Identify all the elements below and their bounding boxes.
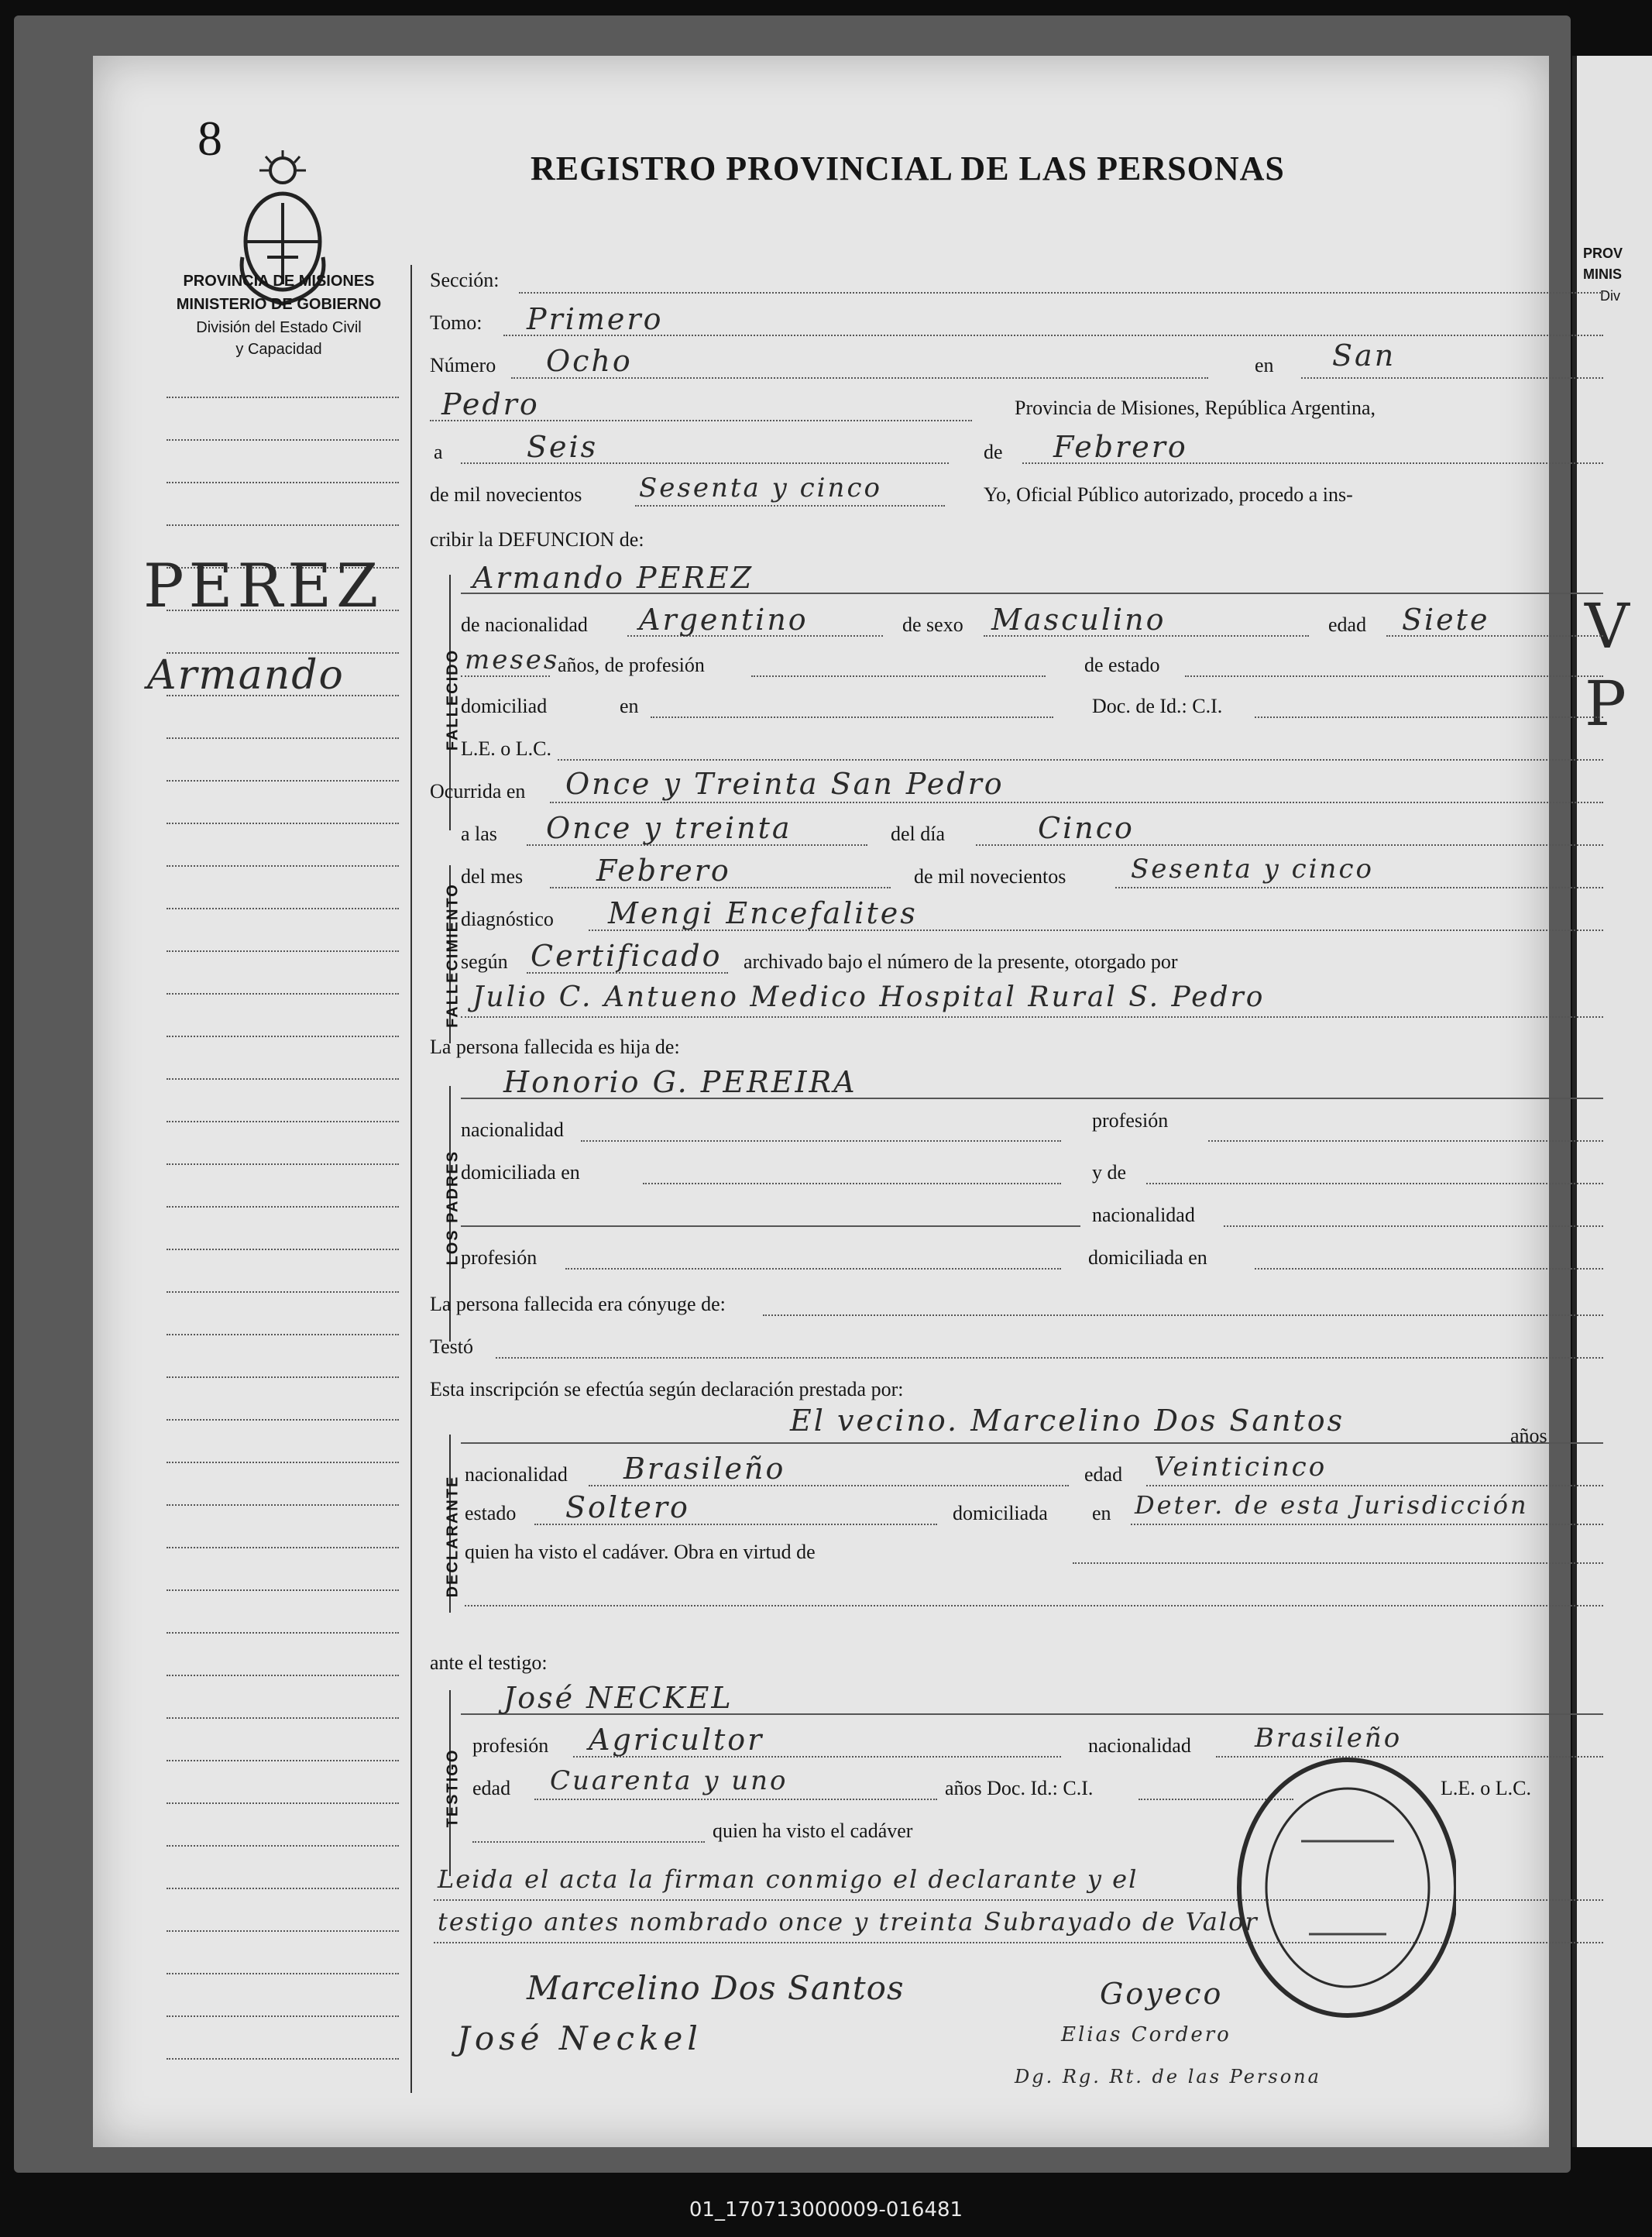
margin-rule xyxy=(167,1547,399,1548)
label-anos-doc: años Doc. Id.: C.I. xyxy=(945,1777,1094,1799)
margin-rule xyxy=(167,1973,399,1974)
margin-rule xyxy=(167,2058,399,2060)
next-page-letter-v: V xyxy=(1585,590,1632,662)
label-visto: quien ha visto el cadáver xyxy=(713,1819,913,1842)
label-inscripcion: Esta inscripción se efectúa según declaración prestada por: xyxy=(430,1378,904,1400)
side-label-testigo: TESTIGO xyxy=(444,1748,462,1828)
adjacent-page xyxy=(1572,56,1652,2147)
margin-rule xyxy=(167,1291,399,1293)
page-title: REGISTRO PROVINCIAL DE LAS PERSONAS xyxy=(531,149,1285,187)
entry-decl-edad: Veinticinco xyxy=(1154,1452,1327,1483)
label-de-mil-nov: de mil novecientos xyxy=(914,865,1066,888)
label-del-dia: del día xyxy=(891,823,946,845)
label-domiciliada-declarante: domiciliada xyxy=(953,1502,1048,1524)
register-page xyxy=(93,56,1549,2147)
label-en: en xyxy=(1255,354,1274,376)
label-en-declarante: en xyxy=(1092,1502,1111,1524)
label-estado-declarante: estado xyxy=(465,1502,517,1524)
margin-rule xyxy=(167,950,399,952)
entry-decl-domicilio: Deter. de esta Jurisdicción xyxy=(1135,1490,1529,1520)
margin-rule xyxy=(167,1589,399,1591)
entry-sexo: Masculino xyxy=(991,603,1166,637)
margin-rule xyxy=(167,1334,399,1335)
official-name: Elias Cordero xyxy=(1061,2023,1231,2046)
entry-testigo: José NECKEL xyxy=(503,1681,733,1715)
margin-rule xyxy=(167,1249,399,1250)
next-page-org-line2: MINIS xyxy=(1583,266,1623,282)
signature-oficial: Goyeco xyxy=(1100,1977,1224,2011)
label-profesion-madre: profesión xyxy=(461,1246,538,1269)
entry-mes-fall: Febrero xyxy=(596,854,731,888)
entry-tomo: Primero xyxy=(527,302,664,336)
label-edad: edad xyxy=(1328,613,1367,636)
entry-segun: Certificado xyxy=(531,939,723,973)
signature-testigo: José Neckel xyxy=(457,2019,702,2057)
margin-rule xyxy=(167,1504,399,1506)
next-page-org-line3: Div xyxy=(1600,288,1620,304)
entry-nota2: testigo antes nombrado once y treinta Subrayado de Valor xyxy=(438,1907,1259,1936)
label-le-o-lc: L.E. o L.C. xyxy=(1441,1777,1531,1799)
entry-anio: Sesenta y cinco xyxy=(639,472,882,503)
label-domiciliada-madre: domiciliada en xyxy=(1088,1246,1207,1269)
label-domiciliad: domiciliad xyxy=(461,695,548,717)
side-label-declarante: DECLARANTE xyxy=(444,1475,462,1598)
entry-dia-fall: Cinco xyxy=(1038,811,1135,845)
margin-rule xyxy=(167,780,399,782)
org-line4: y Capacidad xyxy=(235,341,322,358)
label-archivado: archivado bajo el número de la presente, otorgado por xyxy=(744,950,1178,973)
margin-rule xyxy=(167,1376,399,1378)
entry-mes: Febrero xyxy=(1053,430,1188,464)
label-a: a xyxy=(434,441,443,463)
label-le-lc: L.E. o L.C. xyxy=(461,737,551,760)
page-number: 8 xyxy=(197,111,222,166)
entry-decl-nacionalidad: Brasileño xyxy=(623,1452,786,1486)
margin-rule xyxy=(167,1675,399,1676)
label-del-mes: del mes xyxy=(461,865,524,888)
margin-rule xyxy=(167,397,399,398)
label-testo: Testó xyxy=(430,1335,473,1358)
official-title: Dg. Rg. Rt. de las Persona xyxy=(1015,2066,1321,2088)
label-numero: Número xyxy=(430,354,496,376)
label-hija-de: La persona fallecida es hija de: xyxy=(430,1036,680,1058)
entry-dia: Seis xyxy=(527,430,599,464)
margin-rule xyxy=(167,1206,399,1208)
entry-ocurrida: Once y Treinta San Pedro xyxy=(565,767,1005,801)
margin-rule xyxy=(167,1845,399,1847)
image-caption: 01_170713000009-016481 xyxy=(689,2198,963,2222)
label-nacionalidad-madre: nacionalidad xyxy=(1092,1204,1195,1226)
org-line3: División del Estado Civil xyxy=(196,319,362,336)
margin-rule xyxy=(167,524,399,526)
signature-declarante: Marcelino Dos Santos xyxy=(527,1969,905,2007)
label-provincia: Provincia de Misiones, República Argentina, xyxy=(1015,397,1376,419)
label-anos-declarante: años xyxy=(1510,1424,1547,1447)
margin-rule xyxy=(167,993,399,995)
label-segun: según xyxy=(461,950,508,973)
margin-rule xyxy=(167,1078,399,1080)
side-label-los-padres: LOS PADRES xyxy=(444,1149,462,1266)
label-y-de: y de xyxy=(1092,1161,1127,1184)
label-ante-testigo: ante el testigo: xyxy=(430,1651,548,1674)
label-nacionalidad-padre: nacionalidad xyxy=(461,1118,564,1141)
entry-test-profesion: Agricultor xyxy=(589,1723,764,1757)
margin-rule xyxy=(167,1888,399,1889)
entry-nombre: Armando PEREZ xyxy=(472,561,754,595)
label-a-las: a las xyxy=(461,823,497,845)
margin-rule xyxy=(167,1930,399,1932)
label-anos-profesion: años, de profesión xyxy=(558,654,705,676)
margin-rule xyxy=(167,1121,399,1122)
org-line1: PROVINCIA DE MISIONES xyxy=(183,273,375,290)
margin-rule xyxy=(167,737,399,739)
entry-numero: Ocho xyxy=(546,344,633,378)
entry-test-nacionalidad: Brasileño xyxy=(1255,1723,1403,1754)
entry-lugar1: San xyxy=(1332,338,1396,373)
label-de: de xyxy=(984,441,1003,463)
side-label-fallecido: FALLECIDO xyxy=(444,648,462,751)
entry-padre: Honorio G. PEREIRA xyxy=(503,1065,857,1099)
label-en-domicilio: en xyxy=(620,695,639,717)
label-profesion-testigo: profesión xyxy=(472,1734,549,1757)
label-diagnostico: diagnóstico xyxy=(461,908,554,930)
margin-rule xyxy=(167,1036,399,1037)
entry-test-edad: Cuarenta y uno xyxy=(550,1765,788,1796)
label-nacionalidad-declarante: nacionalidad xyxy=(465,1463,568,1486)
label-tomo: Tomo: xyxy=(430,311,483,334)
side-label-fallecimiento: FALLECIMIENTO xyxy=(444,883,462,1028)
label-edad-declarante: edad xyxy=(1084,1463,1123,1486)
label-yo-oficial: Yo, Oficial Público autorizado, procedo a ins- xyxy=(984,483,1353,506)
margin-rule xyxy=(167,1419,399,1421)
label-seccion: Sección: xyxy=(430,269,500,291)
label-profesion-padre: profesión xyxy=(1092,1109,1169,1132)
entry-edad: Siete xyxy=(1402,603,1490,637)
org-line2: MINISTERIO DE GOBIERNO xyxy=(176,296,382,313)
label-visto-obra: quien ha visto el cadáver. Obra en virtud de xyxy=(465,1541,816,1563)
entry-meses: meses xyxy=(465,644,560,675)
label-de-sexo: de sexo xyxy=(902,613,963,636)
entry-nacionalidad: Argentino xyxy=(639,603,809,637)
label-cribir: cribir la DEFUNCION de: xyxy=(430,528,644,551)
entry-diagnostico: Mengi Encefalites xyxy=(608,896,918,930)
margin-surname: PEREZ xyxy=(143,552,383,621)
margin-given-name: Armando xyxy=(147,652,345,699)
next-page-org-line1: PROV xyxy=(1583,246,1623,261)
entry-lugar2: Pedro xyxy=(441,387,540,421)
margin-rule xyxy=(167,482,399,483)
entry-medico: Julio C. Antueno Medico Hospital Rural S. Pedro xyxy=(472,981,1266,1013)
label-de-mil: de mil novecientos xyxy=(430,483,582,506)
margin-rule xyxy=(167,1163,399,1165)
margin-rule xyxy=(167,1632,399,1634)
entry-declarante: El vecino. Marcelino Dos Santos xyxy=(790,1404,1345,1438)
label-de-nacionalidad: de nacionalidad xyxy=(461,613,588,636)
margin-rule xyxy=(167,1802,399,1804)
entry-anio-fall: Sesenta y cinco xyxy=(1131,854,1374,885)
next-page-letter-p: P xyxy=(1585,668,1629,740)
label-ocurrida-en: Ocurrida en xyxy=(430,780,526,802)
margin-rule xyxy=(167,823,399,824)
entry-hora: Once y treinta xyxy=(546,811,792,845)
label-de-estado: de estado xyxy=(1084,654,1160,676)
label-conyuge: La persona fallecida era cónyuge de: xyxy=(430,1293,726,1315)
margin-divider xyxy=(410,265,412,2093)
margin-rule xyxy=(167,908,399,909)
margin-rule xyxy=(167,865,399,867)
margin-rule xyxy=(167,1717,399,1719)
margin-rule xyxy=(167,1760,399,1761)
label-edad-testigo: edad xyxy=(472,1777,511,1799)
margin-rule xyxy=(167,439,399,441)
entry-nota1: Leida el acta la firman conmigo el declarante y el xyxy=(438,1864,1139,1894)
official-stamp-icon xyxy=(1231,1756,1456,2019)
entry-decl-estado: Soltero xyxy=(565,1490,690,1524)
label-nacionalidad-testigo: nacionalidad xyxy=(1088,1734,1191,1757)
label-doc-id: Doc. de Id.: C.I. xyxy=(1092,695,1223,717)
margin-rule xyxy=(167,2015,399,2017)
label-domiciliada-padre: domiciliada en xyxy=(461,1161,580,1184)
margin-rule xyxy=(167,1462,399,1463)
